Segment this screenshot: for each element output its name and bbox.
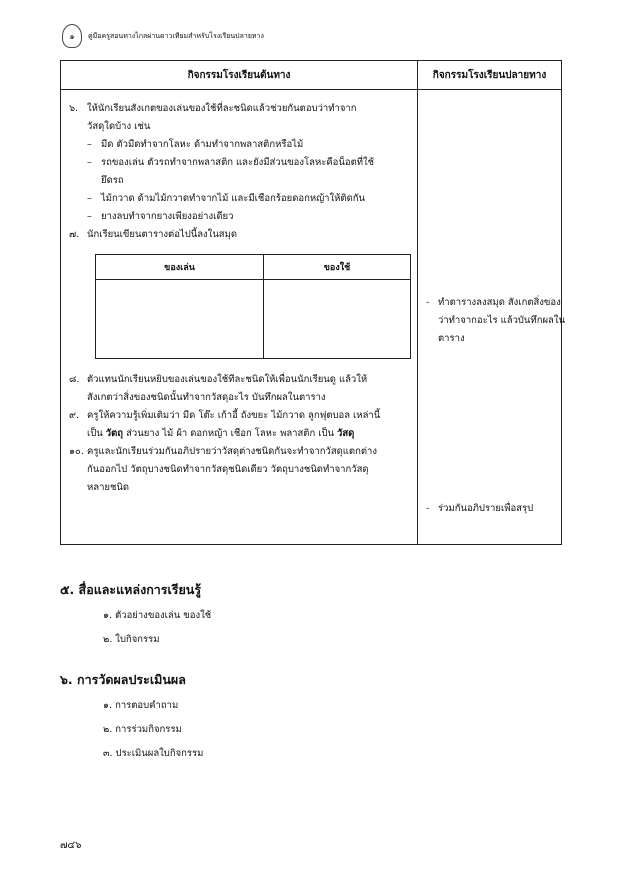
item-number: ๑๐. [69, 446, 84, 457]
item-text: ให้นักเรียนสังเกตของเล่นของใช้ที่ละชนิดแล้วช่วยกันตอบว่าทำจาก [87, 103, 357, 114]
item-text-cont [69, 425, 411, 443]
bullet-text: มีด ตัวมีดทำจากโลหะ ด้ามทำจากพลาสติกหรือไม้ [101, 139, 304, 150]
dest-activity-text: ทำตารางลงสมุด สังเกตสิ่งของว่าทำจากอะไร แล้วบันทึกผลในตาราง [438, 297, 565, 344]
bold-term-object: วัตถุ [105, 428, 124, 439]
item-number: ๙. [69, 410, 79, 421]
bullet-broom: – ไม้กวาด ด้ามไม้กวาดทำจากไม้ และมีเชือกร้อยดอกหญ้าให้ติดกัน [69, 190, 411, 208]
section-6-title: ๖. การวัดผลประเมินผล [60, 672, 186, 687]
item-text-cont: สังเกตว่าสิ่งของชนิดนั้นทำจากวัสดุอะไร บันทึกผลในตาราง [87, 392, 326, 403]
col-header-origin: กิจกรรมโรงเรียนต้นทาง [61, 61, 418, 90]
section-5-title: ๕. สื่อและแหล่งการเรียนรู้ [60, 582, 202, 597]
item-10 [69, 443, 411, 461]
item-text-cont: วัสดุใดบ้าง เช่น [87, 121, 151, 132]
item-9 [69, 407, 411, 425]
header-title: คู่มือครูสอนทางไกลผ่านดาวเทียมสำหรับโรงเรียนปลายทาง [88, 31, 264, 40]
bullet-text: ไม้กวาด ด้ามไม้กวาดทำจากไม้ และมีเชือกร้อยดอกหญ้าให้ติดกัน [101, 193, 365, 204]
col-header-tools: ของใช้ [264, 255, 411, 280]
item-text: ครูและนักเรียนร่วมกันอภิปรายว่าวัสดุต่างชนิดกันจะทำจากวัสดุแตกต่าง [87, 446, 377, 457]
item-8 [69, 371, 411, 389]
school-emblem-icon: ๑ [62, 24, 82, 48]
item-6 [69, 100, 411, 118]
bullet-text: ยางลบทำจากยางเพียงอย่างเดียว [101, 211, 234, 222]
item-7 [69, 226, 411, 244]
bullet-eraser: – ยางลบทำจากยางเพียงอย่างเดียว [69, 208, 411, 226]
bullet-text: รถของเล่น ตัวรถทำจากพลาสติก และยังมีส่วนของโลหะคือน็อตที่ใช้ [101, 157, 375, 168]
item-text: นักเรียนเขียนตารางต่อไปนี้ลงในสมุด [87, 229, 238, 240]
item-text: ตัวแทนนักเรียนหยิบของเล่นของใช้ทีละชนิดให้เพื่อนนักเรียนดู แล้วให้ [87, 374, 368, 385]
page-header [62, 26, 264, 46]
empty-cell [264, 280, 411, 359]
col-header-destination: กิจกรรมโรงเรียนปลายทาง [418, 61, 562, 90]
item-text-cont: กันออกไป วัตถุบางชนิดทำจากวัสดุชนิดเดียว วัตถุบางชนิดทำจากวัสดุ [87, 464, 369, 475]
item-number: ๘. [69, 374, 80, 385]
item-text: ครูให้ความรู้เพิ่มเติมว่า มีด โต๊ะ เก้าอี้ ถังขยะ ไม้กวาด ลูกฟุตบอล เหล่านี้ [87, 410, 381, 421]
section-5-item-2: ๒. ใบกิจกรรม [103, 634, 160, 645]
page-number: ๗๔๖ [60, 840, 82, 851]
empty-cell [96, 280, 264, 359]
dest-activity-discuss [426, 500, 566, 518]
bullet-text-cont: ยึดรถ [101, 175, 124, 186]
origin-activities [61, 90, 418, 545]
activity-table [60, 60, 565, 545]
item-number: ๖. [69, 103, 79, 114]
bullet-toy-car: – รถของเล่น ตัวรถทำจากพลาสติก และยังมีส่วนของโลหะคือน็อตที่ใช้ [69, 154, 411, 172]
text-run: เป็น [87, 428, 106, 439]
toys-tools-table [95, 254, 411, 359]
text-run: ส่วนยาง ไม้ ผ้า ดอกหญ้า เชือก โลหะ พลาสติก เป็น [123, 428, 338, 439]
bullet-knife: – มีด ตัวมีดทำจากโลหะ ด้ามทำจากพลาสติกหรือไม้ [69, 136, 411, 154]
item-text-cont: หลายชนิด [87, 482, 130, 493]
section-5-item-1: ๑. ตัวอย่างของเล่น ของใช้ [103, 610, 212, 621]
col-header-toys: ของเล่น [96, 255, 264, 280]
destination-activities [418, 90, 565, 545]
dest-activity-record [426, 294, 566, 348]
section-6-item-3: ๓. ประเมินผลใบกิจกรรม [103, 748, 204, 759]
bold-term-material: วัสดุ [337, 428, 355, 439]
item-number: ๗. [69, 229, 80, 240]
section-6-item-2: ๒. การร่วมกิจกรรม [103, 724, 182, 735]
dest-activity-text: ร่วมกันอภิปรายเพื่อสรุป [438, 503, 534, 514]
dash: - [426, 297, 430, 308]
dash: - [426, 503, 430, 514]
section-6-item-1: ๑. การตอบคำถาม [103, 700, 179, 711]
